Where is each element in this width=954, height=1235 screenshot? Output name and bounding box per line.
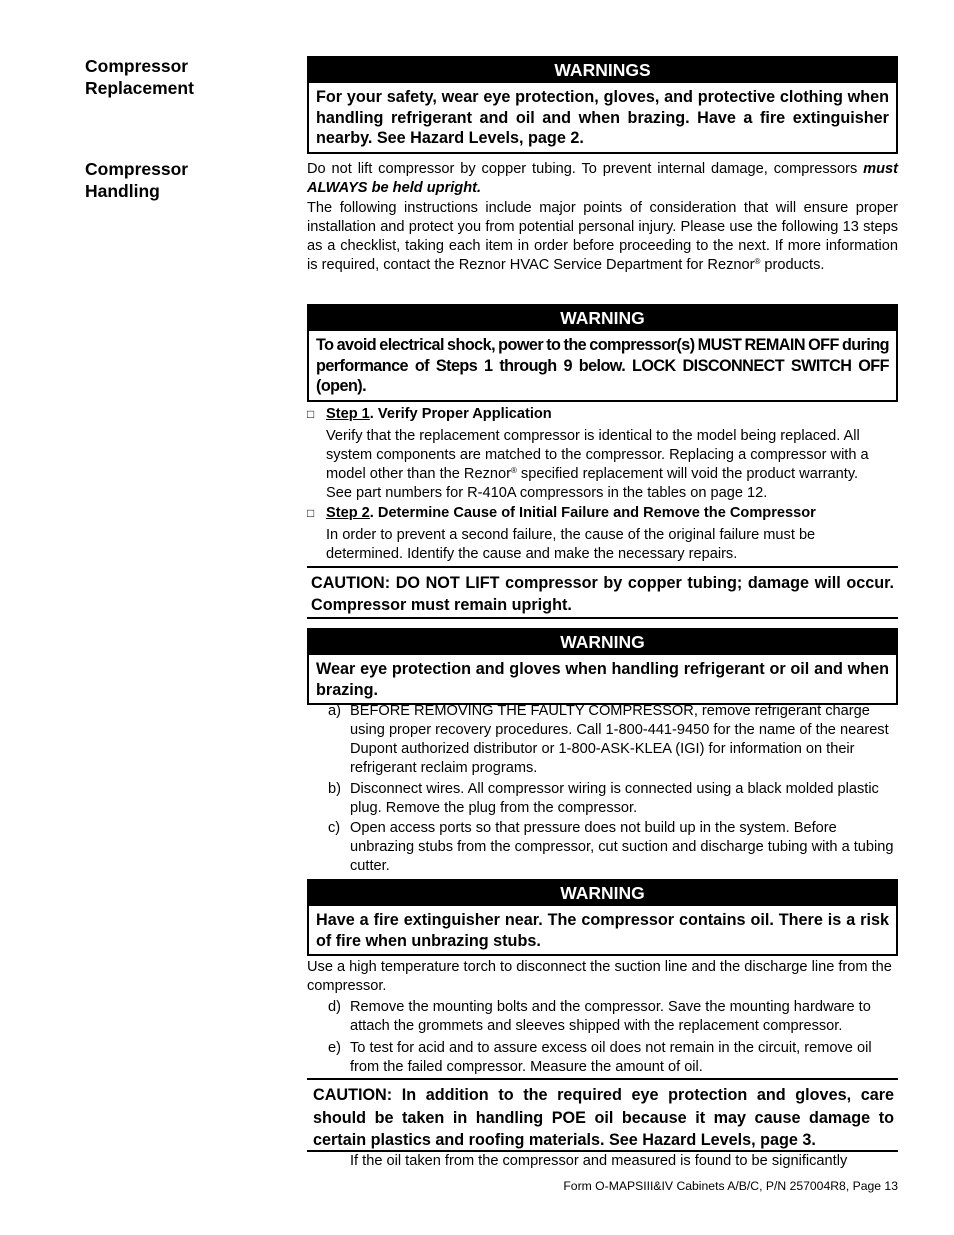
- warning-body: Have a fire extinguisher near. The compressor contains oil. There is a risk of fire when unbrazing stubs.: [316, 911, 889, 950]
- step-label: Step 1: [326, 406, 370, 422]
- list-text: To test for acid and to assure excess oil does not remain in the circuit, remove oil from the failed compressor. Measure the amount of oil.: [350, 1040, 872, 1075]
- heading-line: Handling: [85, 181, 160, 201]
- warning-header: WARNING: [309, 306, 896, 331]
- warning-header: WARNING: [309, 881, 896, 906]
- warning-body: To avoid electrical shock, power to the compressor(s) MUST REMAIN OFF during performance of Steps 1 through 9 below. LOCK DISCONNECT SWITCH OFF (open).: [316, 336, 889, 395]
- list-text: Remove the mounting bolts and the compressor. Save the mounting hardware to attach the grommets and sleeves shipped with the replacement compressor.: [350, 999, 871, 1034]
- list-item: [307, 1039, 898, 1077]
- instructions-paragraph: [307, 199, 898, 275]
- list-label: d): [328, 999, 341, 1015]
- heading-line: Compressor: [85, 56, 189, 76]
- removal-steps-list-continued: [307, 998, 898, 1077]
- warning-header: WARNING: [309, 630, 896, 655]
- instructions-text-end: products.: [760, 257, 825, 273]
- warning-fire-box: [307, 879, 898, 956]
- step-label: Step 2: [326, 505, 370, 521]
- list-label: c): [328, 820, 341, 836]
- torch-paragraph: Use a high temperature torch to disconnect the suction line and the discharge line from the compressor.: [307, 959, 892, 994]
- list-item: [307, 780, 898, 818]
- list-item: [307, 819, 898, 876]
- heading-line: Compressor: [85, 159, 189, 179]
- step-title: [326, 405, 552, 424]
- step-desc-end: specified replacement will void the product warranty. See part numbers for R-410A compressors in the tables on page 12.: [326, 466, 859, 501]
- list-label: a): [328, 703, 341, 719]
- step-title-text: . Verify Proper Application: [369, 406, 552, 422]
- section-heading-compressor-replacement: [85, 55, 285, 99]
- warnings-header: WARNINGS: [309, 58, 896, 83]
- warning-body: Wear eye protection and gloves when handling refrigerant or oil and when brazing.: [316, 660, 889, 699]
- warnings-box: [307, 56, 898, 154]
- step-description: In order to prevent a second failure, the cause of the original failure must be determined. Identify the cause and make the necessary repairs.: [326, 527, 816, 562]
- list-text: Disconnect wires. All compressor wiring is connected using a black molded plastic plug. Remove the plug from the compressor.: [350, 780, 879, 816]
- section-heading-compressor-handling: [85, 158, 285, 202]
- handling-paragraph: [307, 160, 898, 198]
- warnings-body: For your safety, wear eye protection, gloves, and protective clothing when handling refrigerant and oil and when brazing. Have a fire extinguisher nearby. See Hazard Levels, page 2.: [316, 88, 889, 147]
- list-text: BEFORE REMOVING THE FAULTY COMPRESSOR, remove refrigerant charge using proper recovery procedures. Call 1-800-441-9450 for the name of the nearest Dupont authorized distributor or 1-800-ASK-KLEA (IGI) for information on their refrigerant reclaim programs.: [350, 703, 889, 776]
- warning-eye-protection-box: [307, 628, 898, 705]
- handling-text: Do not lift compressor by copper tubing. To prevent internal damage, compressors: [307, 161, 864, 177]
- step-desc-text: Verify that the replacement compressor is identical to the model being replaced. All system components are matched to the compressor. Replacing a compressor with a model other than the Reznor: [326, 428, 869, 482]
- removal-steps-list: [307, 702, 898, 876]
- instructions-text: The following instructions include major points of consideration that will ensure proper installation and protect you from potential personal injury. Please use the following 13 steps as a checklist, taking each item in order before proceeding to the next. If more information is required, contact the Reznor HVAC Service Department for Reznor: [307, 200, 898, 273]
- checkbox-icon[interactable]: □: [307, 407, 315, 421]
- warning-electrical-box: [307, 304, 898, 402]
- step-title-text: . Determine Cause of Initial Failure and Remove the Compressor: [369, 505, 816, 521]
- list-item: [307, 702, 898, 778]
- registered-mark: ®: [754, 257, 761, 266]
- heading-line: Replacement: [85, 78, 194, 98]
- list-item: [307, 998, 898, 1036]
- list-text: Open access ports so that pressure does not build up in the system. Before unbrazing stubs from the compressor, cut suction and discharge tubing with a tubing cutter.: [350, 820, 894, 874]
- handling-emphasis: must ALWAYS be held upright.: [307, 161, 898, 196]
- step-description: [326, 427, 888, 503]
- continuation-text: If the oil taken from the compressor and measured is found to be significantly: [350, 1153, 848, 1169]
- list-label: e): [328, 1040, 341, 1056]
- caution-lift: CAUTION: DO NOT LIFT compressor by copper tubing; damage will occur. Compressor must remain upright.: [307, 566, 898, 619]
- caution-poe-oil: CAUTION: In addition to the required eye protection and gloves, care should be taken in handling POE oil because it may cause damage to certain plastics and roofing materials. See Hazard Levels, page 3.: [307, 1078, 898, 1152]
- list-label: b): [328, 780, 341, 797]
- checkbox-icon[interactable]: □: [307, 506, 315, 520]
- page-footer: Form O-MAPSIII&IV Cabinets A/B/C, P/N 257004R8, Page 13: [563, 1179, 898, 1193]
- registered-mark: ®: [510, 466, 517, 475]
- step-title: [326, 504, 816, 523]
